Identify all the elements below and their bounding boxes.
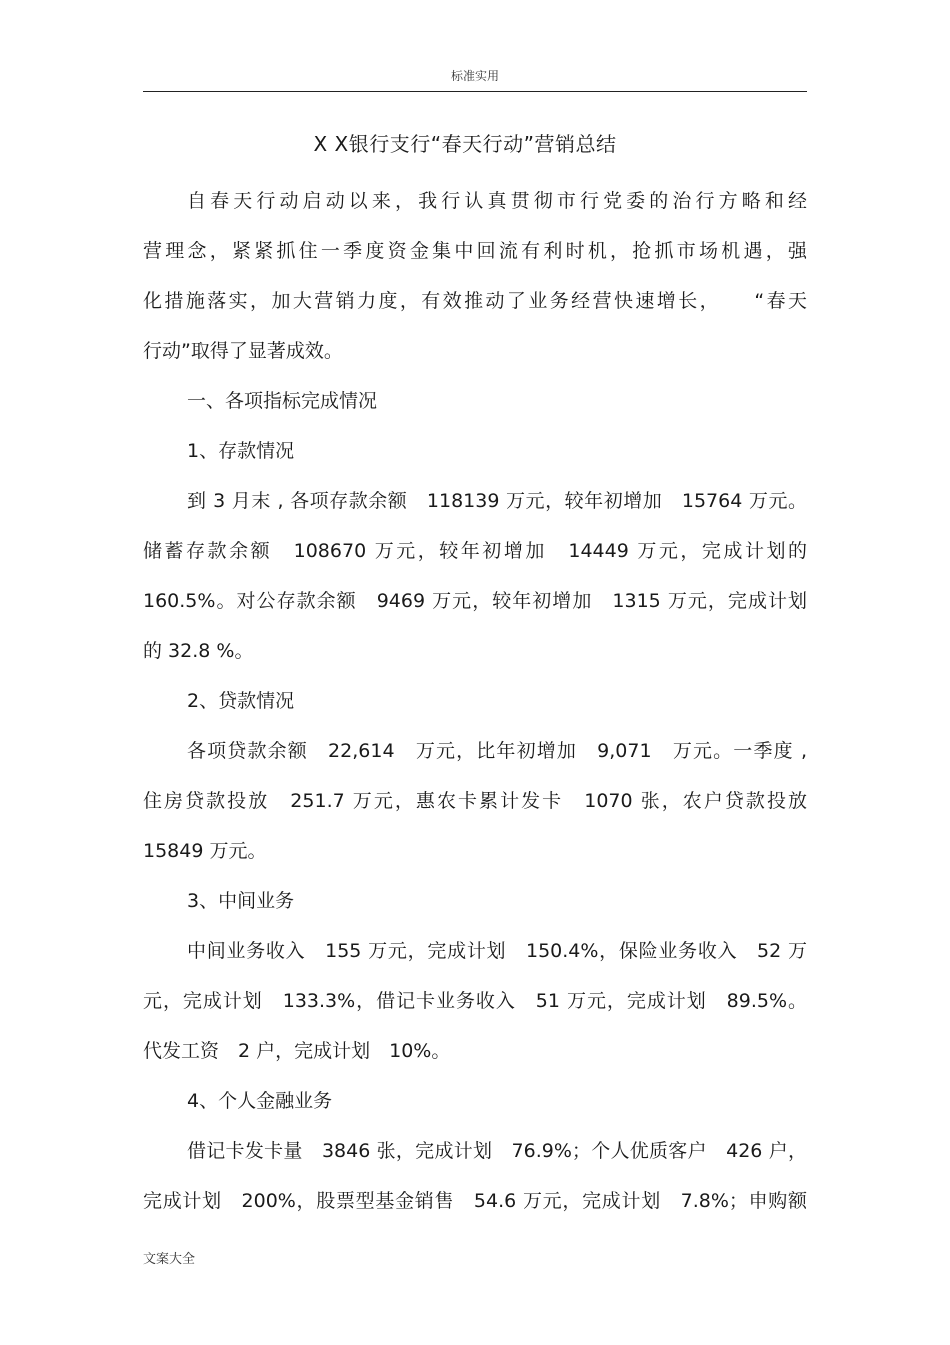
document-title: X X银行支行“春天行动”营销总结 bbox=[313, 132, 617, 156]
body-line: 完成计划 200%，股票型基金销售 54.6 万元，完成计划 7.8%；申购额 bbox=[143, 1190, 807, 1212]
header-divider bbox=[143, 91, 807, 92]
body-line: 借记卡发卡量 3846 张，完成计划 76.9%；个人优质客户 426 户， bbox=[187, 1140, 807, 1162]
body-line: 元，完成计划 133.3%，借记卡业务收入 51 万元，完成计划 89.5%。 bbox=[143, 990, 807, 1012]
body-line: 2、贷款情况 bbox=[187, 690, 295, 712]
body-line: 营理念，紧紧抓住一季度资金集中回流有利时机，抢抓市场机遇，强 bbox=[143, 240, 807, 262]
body-line: 化措施落实，加大营销力度，有效推动了业务经营快速增长， “春天 bbox=[143, 290, 807, 312]
document-body bbox=[143, 176, 807, 1226]
body-line: 一、各项指标完成情况 bbox=[187, 390, 378, 412]
body-line: 自春天行动启动以来，我行认真贯彻市行党委的治行方略和经 bbox=[187, 190, 807, 212]
body-line: 4、个人金融业务 bbox=[187, 1090, 333, 1112]
body-line: 住房贷款投放 251.7 万元，惠农卡累计发卡 1070 张，农户贷款投放 bbox=[143, 790, 807, 812]
body-line: 3、中间业务 bbox=[187, 890, 295, 912]
body-line: 到 3 月末 , 各项存款余额 118139 万元，较年初增加 15764 万元。 bbox=[187, 490, 807, 512]
body-line: 160.5%。对公存款余额 9469 万元，较年初增加 1315 万元，完成计划 bbox=[143, 590, 807, 612]
body-line: 行动”取得了显著成效。 bbox=[143, 340, 343, 362]
page-footer: 文案大全 bbox=[143, 1252, 196, 1267]
body-line: 中间业务收入 155 万元，完成计划 150.4%，保险业务收入 52 万 bbox=[187, 940, 807, 962]
page-header: 标准实用 bbox=[450, 69, 499, 83]
body-line: 各项贷款余额 22,614 万元，比年初增加 9,071 万元。一季度 , bbox=[187, 740, 807, 762]
body-line: 的 32.8 %。 bbox=[143, 640, 254, 662]
body-line: 储蓄存款余额 108670 万元，较年初增加 14449 万元，完成计划的 bbox=[143, 540, 807, 562]
body-line: 1、存款情况 bbox=[187, 440, 295, 462]
body-line: 代发工资 2 户，完成计划 10%。 bbox=[143, 1040, 451, 1062]
body-line: 15849 万元。 bbox=[143, 840, 267, 862]
